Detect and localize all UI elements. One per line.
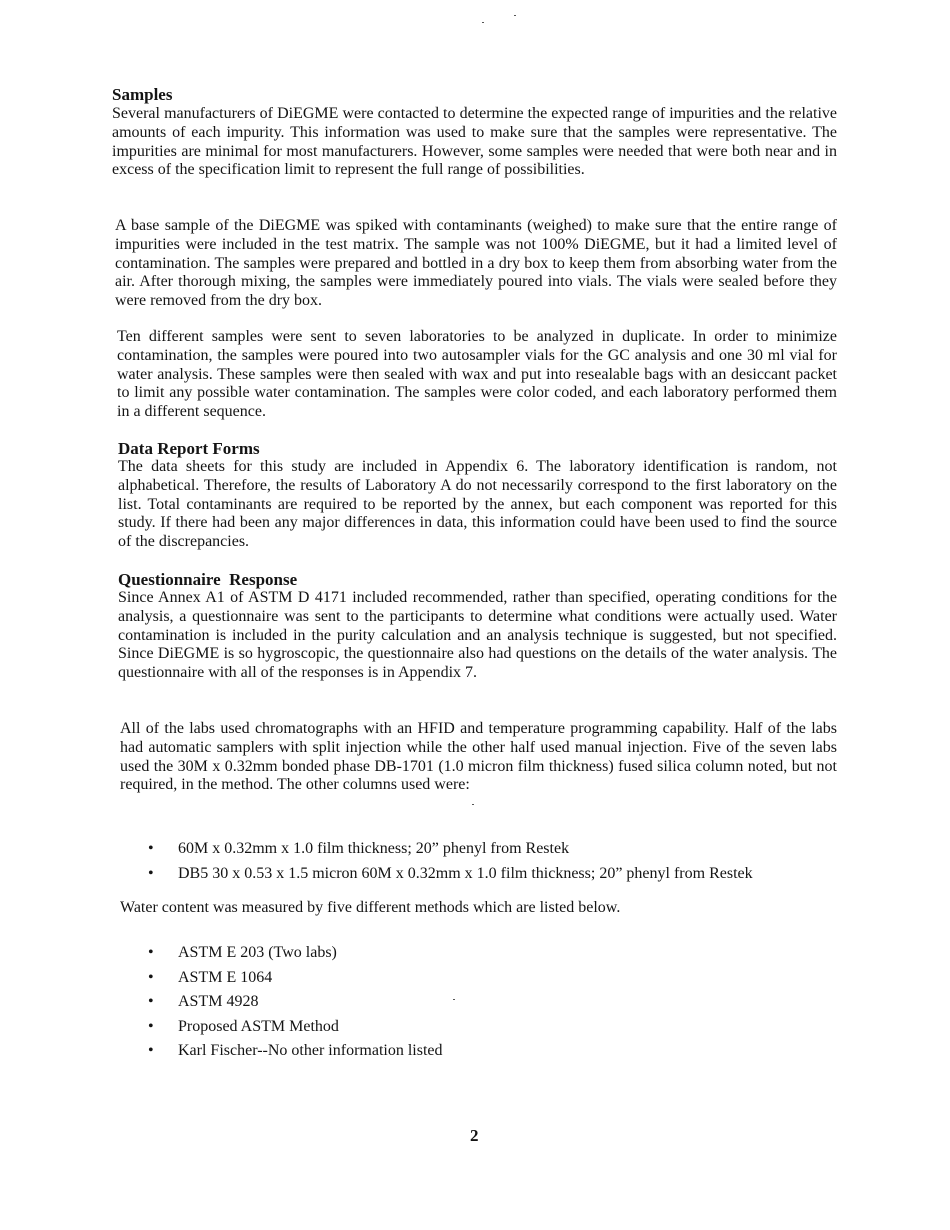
bullet-icon: • [148,1017,154,1035]
list-item [148,1039,443,1064]
list-item-text: ASTM 4928 [178,993,259,1011]
samples-paragraph-3: Ten different samples were sent to seven laboratories to be analyzed in duplicate. In order to minimize contamination, the samples were poured into two autosampler vials for the GC analysis and one 30 ml vial for water analysis. These samples were then sealed with wax and put into resealable bags with an desiccant packet to limit any possible water contamination. The samples were color coded, and each laboratory performed them in a different sequence. [117,328,837,421]
list-item [148,966,443,991]
water-methods-intro: Water content was measured by five different methods which are listed below. [120,899,621,916]
questionnaire-paragraph-2: All of the labs used chromatographs with an HFID and temperature programming capability. Half of the labs had automatic samplers with split injection while the other half used manual injection. Five of the seven labs used the 30M x 0.32mm bonded phase DB-1701 (1.0 micron film thickness) fused silica column noted, but not required, in the method. The other columns used were: [120,720,837,794]
scan-speck [472,804,474,805]
list-item [148,941,443,966]
bullet-icon: • [148,840,154,857]
section-heading-samples: Samples [112,85,173,104]
list-item-text: DB5 30 x 0.53 x 1.5 micron 60M x 0.32mm x 1.0 film thickness; 20” phenyl from Restek [178,865,753,882]
list-item-text: Karl Fischer--No other information listed [178,1042,443,1060]
questionnaire-paragraph-1: Since Annex A1 of ASTM D 4171 included recommended, rather than specified, operating conditions for the analysis, a questionnaire was sent to the participants to determine what conditions were actually used. Water contamination is included in the purity calculation and an analysis technique is suggested, but not specified. Since DiEGME is so hygroscopic, the questionnaire also had questions on the details of the water analysis. The questionnaire with all of the responses is in Appendix 7. [118,589,837,682]
list-item-text: ASTM E 203 (Two labs) [178,944,337,961]
list-item [148,990,443,1015]
bullet-icon: • [148,865,154,882]
samples-paragraph-2: A base sample of the DiEGME was spiked with contaminants (weighed) to make sure that the entire range of impurities were included in the test matrix. The sample was not 100% DiEGME, but it had a limited level of contamination. The samples were prepared and bottled in a dry box to keep them from absorbing water from the air. After thorough mixing, the samples were immediately poured into vials. The vials were sealed before they were removed from the dry box. [115,217,837,310]
water-methods-list [148,941,443,1064]
page-number: 2 [470,1126,479,1145]
section-heading-data-report-forms: Data Report Forms [118,439,260,458]
bullet-icon: • [148,1042,154,1060]
bullet-icon: • [148,968,154,986]
columns-list [148,836,753,886]
list-item-text: Proposed ASTM Method [178,1017,339,1035]
section-heading-questionnaire-response: Questionnaire Response [118,570,298,589]
samples-paragraph-1: Several manufacturers of DiEGME were contacted to determine the expected range of impurities and the relative amounts of each impurity. This information was used to make sure that the samples were representative. The impurities are minimal for most manufacturers. However, some samples were needed that were both near and in excess of the specification limit to represent the full range of possibilities. [112,105,837,179]
bullet-icon: • [148,993,154,1011]
scan-speck [482,22,484,23]
list-item [148,836,753,861]
scan-speck [514,15,516,16]
bullet-icon: • [148,944,154,961]
list-item [148,861,753,886]
list-item-text: 60M x 0.32mm x 1.0 film thickness; 20” phenyl from Restek [178,840,570,857]
list-item [148,1015,443,1040]
data-report-paragraph: The data sheets for this study are included in Appendix 6. The laboratory identification is random, not alphabetical. Therefore, the results of Laboratory A do not necessarily correspond to the first laboratory on the list. Total contaminants are required to be reported by the annex, but each component was reported for this study. If there had been any major differences in data, this information could have been used to find the source of the discrepancies. [118,458,837,551]
list-item-text: ASTM E 1064 [178,968,273,986]
scan-speck [453,999,455,1000]
